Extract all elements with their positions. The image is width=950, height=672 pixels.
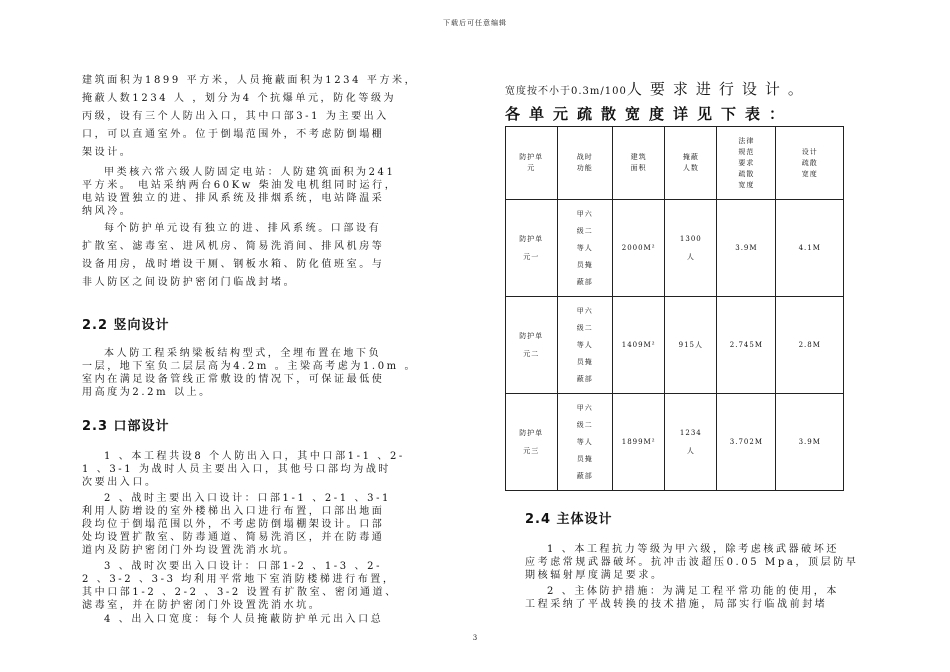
text-line: 丙级，设有三个人防出入口，其中口部3-1 为主要出入 xyxy=(82,111,389,122)
text-line: 段均位于倒塌范围以外，不考虑防倒塌棚架设计。口部 xyxy=(82,519,385,530)
section-heading-2-2: 2.2 竖向设计 xyxy=(82,318,170,333)
cell-function: 甲六 级二 等人 员掩 蔽部 xyxy=(557,394,612,491)
text-line: 3 、战时次要出入口设计：口部1-2 、1-3 、2- xyxy=(104,561,383,572)
cell-people: 1300 人 xyxy=(665,200,717,297)
text-line: 2 、3-2 、3-3 均利用平常地下室消防楼梯进行布置， xyxy=(82,574,396,585)
cell-design-width: 4.1M xyxy=(776,200,844,297)
text-line: 非人防区之间设防护密闭门临战封堵。 xyxy=(82,277,297,288)
text-line: 掩蔽人数1234 人 ，划分为4 个抗爆单元，防化等级为 xyxy=(82,93,397,104)
paragraph-protection-measures xyxy=(525,585,897,611)
cell-area: 1409M² xyxy=(612,297,664,394)
text-line: 次要出入口。 xyxy=(82,477,158,488)
paragraph-main-entrance xyxy=(82,492,467,557)
text-line: 架设计。 xyxy=(82,147,133,158)
page-number: 3 xyxy=(472,634,478,642)
text-line: 处均设置扩散室、防毒通道、简易洗消区，并在防毒通 xyxy=(82,532,385,543)
text-line: 道内及防护密闭门外均设置洗消水坑。 xyxy=(82,545,297,556)
table-row xyxy=(506,200,844,297)
text-line: 1 、3-1 为战时人员主要出入口，其他号口部均为战时 xyxy=(82,464,392,475)
section-heading-2-3: 2.3 口部设计 xyxy=(82,419,170,434)
width-requirement-small: 宽度按不小于0.3m/100 xyxy=(505,86,627,97)
evacuation-width-table xyxy=(505,126,844,491)
right-column-lower xyxy=(525,508,897,611)
cell-design-width: 2.8M xyxy=(776,297,844,394)
cell-unit: 防护单 元二 xyxy=(506,297,558,394)
text-line: 室内在满足设备管线正常敷设的情况下，可保证最低使 xyxy=(82,374,385,385)
text-line: 甲类核六常六级人防固定电站：人防建筑面积为241 xyxy=(104,167,396,178)
table-row xyxy=(506,297,844,394)
header-function: 战时 功能 xyxy=(557,127,612,200)
width-requirement-big: 人要求进行设计。 xyxy=(626,80,811,98)
text-line: 纳风冷。 xyxy=(82,206,133,217)
cell-design-width: 3.9M xyxy=(776,394,844,491)
paragraph-building-area xyxy=(82,72,467,162)
text-line: 建筑面积为1899 平方米，人员掩蔽面积为1234 平方米， xyxy=(82,75,418,86)
header-unit: 防护单 元 xyxy=(506,127,558,200)
cell-people: 915人 xyxy=(665,297,717,394)
text-line: 利用人防增设的室外楼梯出入口进行布置，口部出地面 xyxy=(82,506,385,517)
text-line: 用高度为2.2m 以上。 xyxy=(82,387,212,398)
cell-area: 1899M² xyxy=(612,394,664,491)
text-line: 2 、主体防护措施：为满足工程平常功能的使用，本 xyxy=(547,586,839,597)
width-requirement-line xyxy=(505,78,897,99)
text-line: 电站设置独立的进、排风系统及排烟系统，电站降温采 xyxy=(82,193,385,204)
cell-function: 甲六 级二 等人 员掩 蔽部 xyxy=(557,297,612,394)
text-line: 每个防护单元设有独立的进、排风系统。口部设有 xyxy=(104,223,382,234)
text-line: 一层，地下室负二层层高为4.2m 。主梁高考虑为1.0m 。 xyxy=(82,361,418,372)
cell-area: 2000M² xyxy=(612,200,664,297)
table-header-row xyxy=(506,127,844,200)
header-note: 下载后可任意编辑 xyxy=(443,19,507,27)
header-design-width: 设计 疏散 宽度 xyxy=(776,127,844,200)
cell-required-width: 2.745M xyxy=(717,297,776,394)
text-line: 口，可以直通室外。位于倒塌范围外，不考虑防倒塌棚 xyxy=(82,129,385,140)
text-line: 应考虑常规武器破坏。抗冲击波超压0.05 Mpa，顶层防早 xyxy=(525,557,859,568)
cell-unit: 防护单 元三 xyxy=(506,394,558,491)
text-line: 2 、战时主要出入口设计：口部1-1 、2-1 、3-1 xyxy=(104,493,392,504)
text-line: 其中口部1-2 、2-2 、3-2 设置有扩散室、密闭通道、 xyxy=(82,587,398,598)
text-line: 设备用房，战时增设干厕、钢板水箱、防化值班室。与 xyxy=(82,259,385,270)
paragraph-resistance-level xyxy=(525,543,897,582)
text-line: 1 、本工程共设8 个人防出入口，其中口部1-1 、2- xyxy=(104,451,405,462)
header-area: 建筑 面积 xyxy=(612,127,664,200)
cell-people: 1234 人 xyxy=(665,394,717,491)
paragraph-entrance-width: 4 、出入口宽度：每个人员掩蔽防护单元出入口总 xyxy=(104,614,384,625)
cell-required-width: 3.702M xyxy=(717,394,776,491)
section-heading-2-4: 2.4 主体设计 xyxy=(525,512,613,527)
text-line: 本人防工程采纳梁板结构型式，全埋布置在地下负 xyxy=(104,348,382,359)
left-column xyxy=(82,72,467,626)
paragraph-secondary-entrance xyxy=(82,560,467,612)
cell-function: 甲六 级二 等人 员掩 蔽部 xyxy=(557,200,612,297)
cell-required-width: 3.9M xyxy=(717,200,776,297)
paragraph-vertical-design xyxy=(82,347,467,399)
text-line: 期核辐射厚度满足要求。 xyxy=(525,570,664,581)
table-row xyxy=(506,394,844,491)
table-intro: 各单元疏散宽度详见下表： xyxy=(505,105,794,123)
text-line: 扩散室、滤毒室、进风机房、简易洗消间、排风机房等 xyxy=(82,241,385,252)
paragraph-power-station xyxy=(82,166,467,218)
text-line: 1 、本工程抗力等级为甲六级，除考虑核武器破坏还 xyxy=(547,544,839,555)
text-line: 滤毒室，并在防护密闭门外设置洗消水坑。 xyxy=(82,600,322,611)
right-column-top xyxy=(505,78,897,124)
cell-unit: 防护单 元一 xyxy=(506,200,558,297)
header-people: 掩蔽 人数 xyxy=(665,127,717,200)
text-line: 平方米。 电站采纳两台60Kw 柴油发电机组同时运行， xyxy=(82,180,398,191)
text-line: 工程采纳了平战转换的技术措施，局部实行临战前封堵 xyxy=(525,599,828,610)
header-required-width: 法律 规范 要求 疏散 宽度 xyxy=(717,127,776,200)
paragraph-entrance-count xyxy=(82,450,467,489)
paragraph-ventilation xyxy=(82,220,467,292)
